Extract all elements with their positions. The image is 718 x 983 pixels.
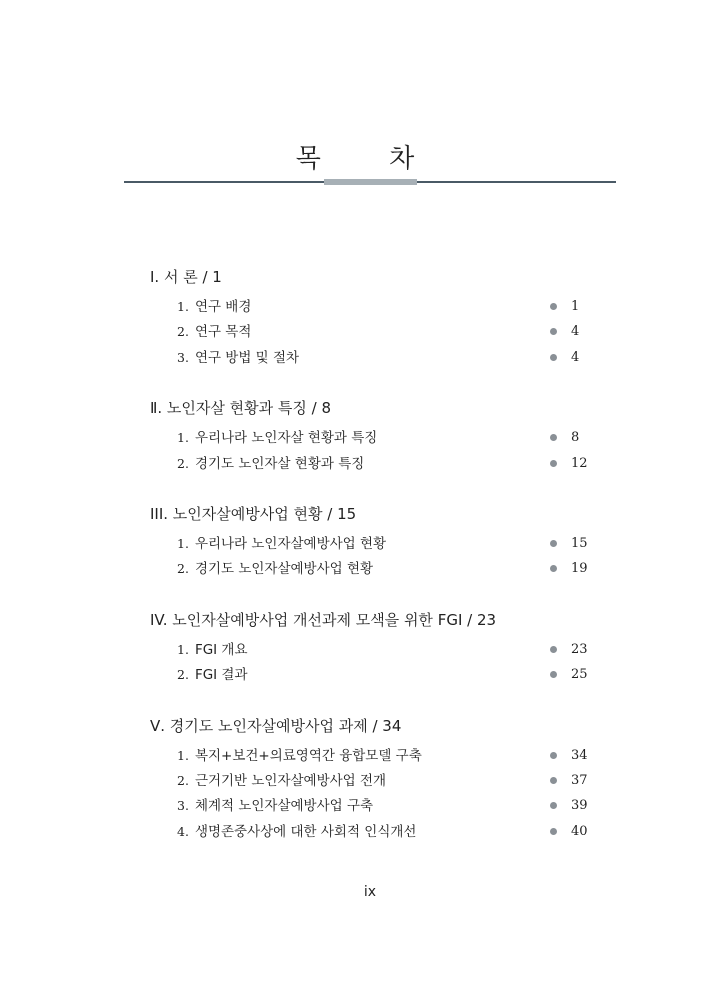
toc-item[interactable]: [150, 637, 590, 662]
item-number: 2.: [177, 324, 189, 340]
section-spacer: [150, 476, 590, 503]
toc-item[interactable]: [150, 662, 590, 687]
section-spacer: [150, 582, 590, 609]
bullet-icon: [550, 828, 557, 835]
item-number: 1.: [177, 641, 189, 657]
bullet-icon: [550, 303, 557, 310]
item-label: 경기도 노인자살예방사업 현황: [194, 561, 374, 578]
toc-item[interactable]: [150, 451, 590, 476]
toc-section-2: [150, 397, 590, 476]
item-number: 3.: [177, 349, 189, 365]
toc-section-4: [150, 609, 590, 688]
item-label: 우리나라 노인자살예방사업 현황: [194, 535, 387, 552]
item-page: 40: [571, 823, 588, 839]
item-label: 연구 배경: [194, 299, 252, 315]
bullet-icon: [550, 646, 557, 653]
item-label: 연구 목적: [194, 324, 252, 341]
bullet-icon: [550, 752, 557, 759]
item-number: 1.: [177, 535, 189, 551]
item-label: FGI 개요: [194, 641, 248, 658]
bullet-icon: [550, 540, 557, 547]
toc-item[interactable]: [150, 819, 590, 844]
section-heading[interactable]: Ⅴ. 경기도 노인자살예방사업 과제 / 34: [150, 716, 402, 735]
item-page: 19: [571, 561, 588, 577]
item-label: 연구 방법 및 절차: [194, 349, 300, 366]
item-label: 근거기반 노인자살예방사업 전개: [194, 772, 387, 789]
section-spacer: [150, 370, 590, 397]
item-number: 2.: [177, 772, 189, 788]
table-of-contents: [150, 266, 590, 844]
section-heading[interactable]: Ⅱ. 노인자살 현황과 특징 / 8: [150, 399, 331, 418]
item-label: 복지+보건+의료영역간 융합모델 구축: [194, 747, 422, 764]
section-heading[interactable]: Ⅰ. 서 론 / 1: [150, 268, 222, 286]
item-page: 15: [571, 535, 588, 551]
item-label: 체계적 노인자살예방사업 구축: [194, 798, 374, 815]
toc-item[interactable]: [150, 556, 590, 581]
item-label: 경기도 노인자살 현황과 특징: [194, 455, 365, 472]
item-page: 12: [571, 455, 588, 471]
toc-item[interactable]: [150, 294, 590, 319]
bullet-icon: [550, 777, 557, 784]
item-page: 39: [571, 798, 588, 814]
section-heading[interactable]: IV. 노인자살예방사업 개선과제 모색을 위한 FGI / 23: [150, 610, 497, 629]
toc-section-5: [150, 715, 590, 845]
item-label: 우리나라 노인자살 현황과 특징: [194, 430, 378, 447]
toc-item[interactable]: [150, 345, 590, 370]
item-page: 23: [571, 641, 588, 657]
bullet-icon: [550, 671, 557, 678]
item-page: 1: [571, 299, 580, 314]
title-rule-accent: [324, 179, 417, 185]
item-number: 2.: [177, 667, 189, 683]
item-page: 4: [571, 324, 580, 340]
toc-item[interactable]: [150, 425, 590, 450]
bullet-icon: [550, 460, 557, 467]
item-page: 4: [571, 349, 580, 365]
toc-item[interactable]: [150, 793, 590, 818]
section-spacer: [150, 688, 590, 715]
item-page: 25: [571, 667, 588, 683]
bullet-icon: [550, 354, 557, 361]
toc-item[interactable]: [150, 743, 590, 768]
item-number: 1.: [177, 299, 189, 314]
toc-item[interactable]: [150, 531, 590, 556]
item-number: 4.: [177, 823, 189, 839]
bullet-icon: [550, 328, 557, 335]
item-number: 2.: [177, 561, 189, 577]
toc-section-3: [150, 503, 590, 582]
section-heading[interactable]: III. 노인자살예방사업 현황 / 15: [150, 504, 357, 523]
page-number: ix: [363, 884, 377, 900]
toc-item[interactable]: [150, 319, 590, 344]
item-number: 1.: [177, 430, 189, 446]
item-number: 3.: [177, 798, 189, 814]
item-page: 34: [571, 747, 588, 763]
bullet-icon: [550, 565, 557, 572]
page-title: 목 차: [295, 144, 445, 174]
toc-item[interactable]: [150, 768, 590, 793]
item-label: FGI 결과: [194, 667, 248, 684]
item-number: 1.: [177, 747, 189, 763]
item-label: 생명존중사상에 대한 사회적 인식개선: [194, 823, 417, 840]
item-page: 37: [571, 772, 588, 788]
item-number: 2.: [177, 455, 189, 471]
bullet-icon: [550, 434, 557, 441]
toc-section-1: [150, 266, 590, 370]
item-page: 8: [571, 430, 580, 446]
bullet-icon: [550, 802, 557, 809]
